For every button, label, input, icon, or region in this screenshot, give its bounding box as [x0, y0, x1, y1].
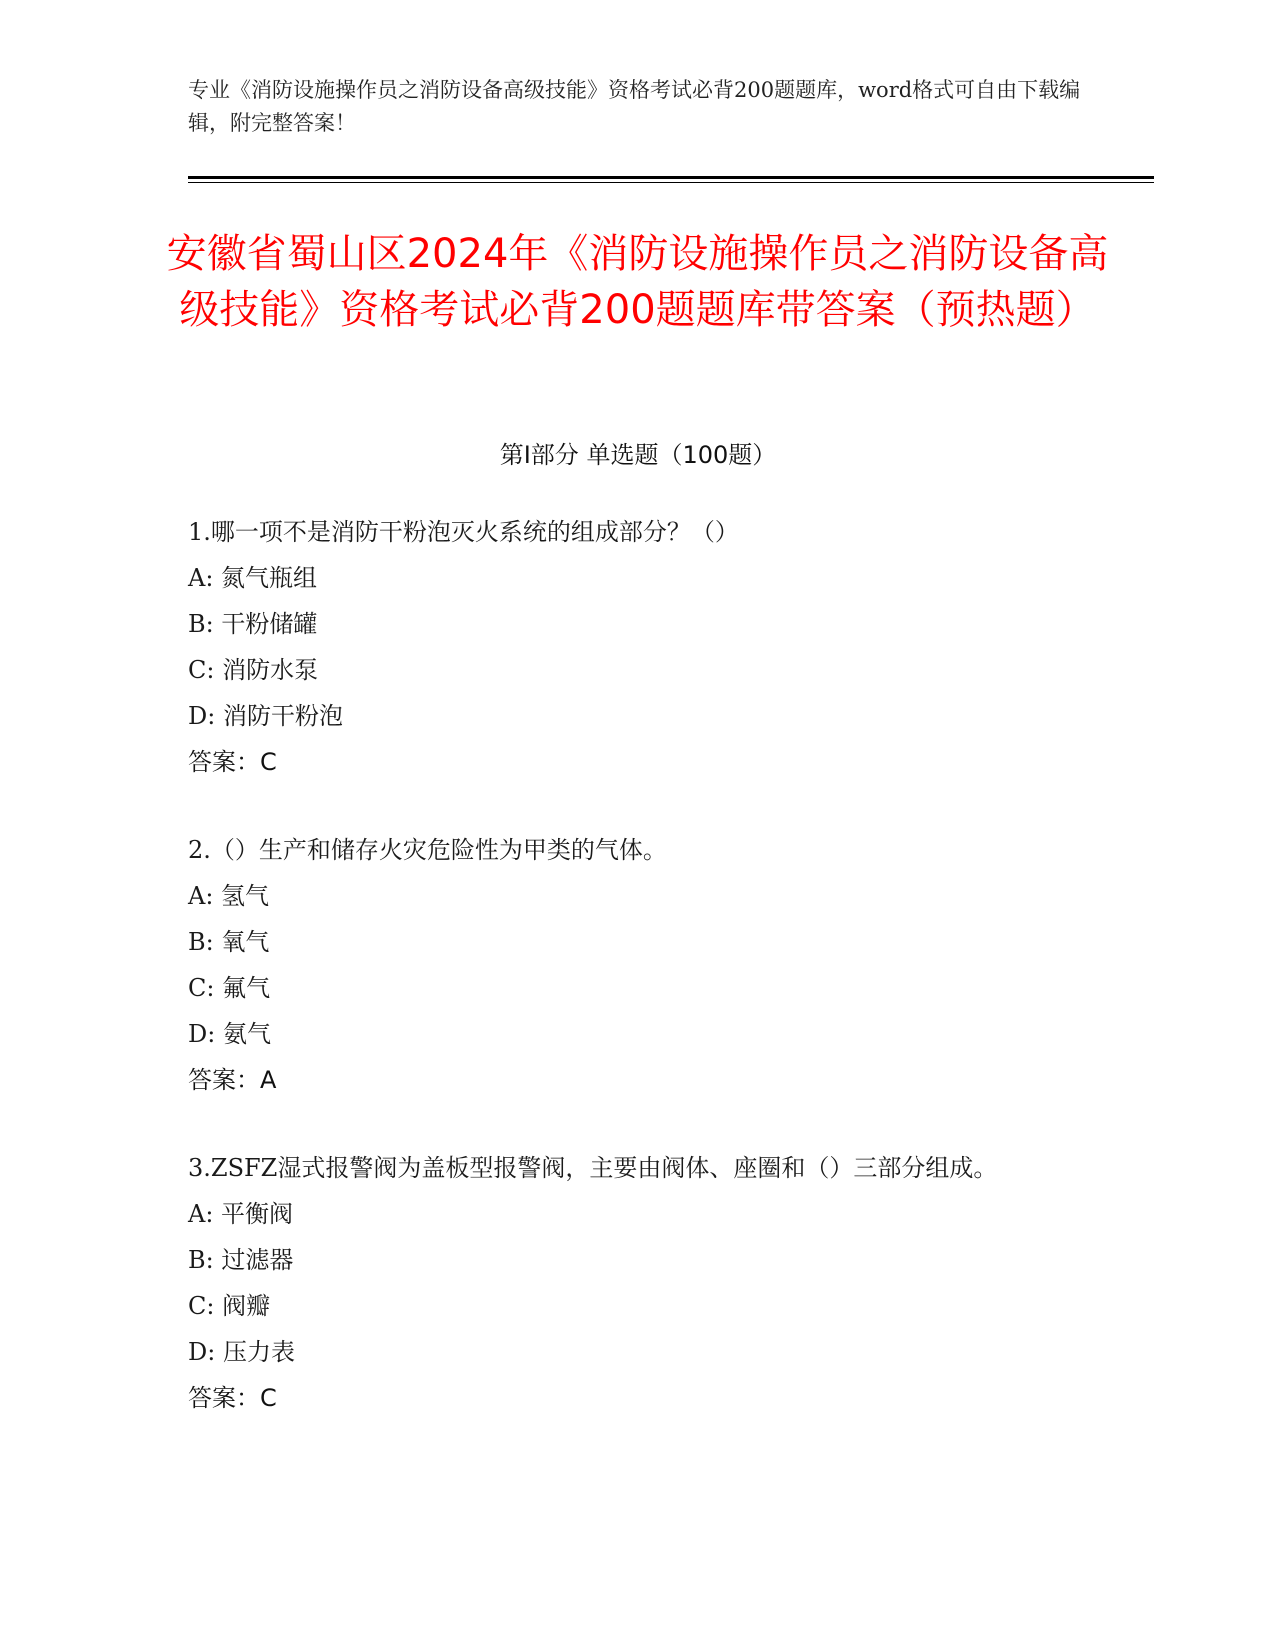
question-2 — [188, 827, 1088, 1103]
header-note: 专业《消防设施操作员之消防设备高级技能》资格考试必背200题题库，word格式可自由下载编辑，附完整答案！ — [188, 78, 1081, 135]
section-heading: 第I部分 单选题（100题） — [499, 441, 777, 469]
question-stem: 1.哪一项不是消防干粉泡灭火系统的组成部分？（） — [188, 518, 739, 546]
document-title: 安徽省蜀山区2024年《消防设施操作员之消防设备高级技能》资格考试必背200题题库带答案（预热题） — [166, 231, 1109, 333]
option-c: C: 氟气 — [188, 974, 271, 1002]
question-3 — [188, 1145, 1088, 1421]
option-b: B: 过滤器 — [188, 1246, 294, 1274]
question-1 — [188, 509, 1088, 785]
option-d: D: 消防干粉泡 — [188, 702, 343, 730]
option-c: C: 消防水泵 — [188, 656, 319, 684]
option-a: A: 氮气瓶组 — [188, 564, 318, 592]
answer: 答案：A — [188, 1066, 277, 1094]
option-c: C: 阀瓣 — [188, 1292, 271, 1320]
answer: 答案：C — [188, 748, 277, 776]
option-d: D: 压力表 — [188, 1338, 295, 1366]
header-divider-thick — [188, 176, 1154, 179]
header-divider-thin — [188, 182, 1154, 183]
option-a: A: 平衡阀 — [188, 1200, 294, 1228]
option-b: B: 干粉储罐 — [188, 610, 318, 638]
option-d: D: 氨气 — [188, 1020, 271, 1048]
option-a: A: 氢气 — [188, 882, 270, 910]
answer: 答案：C — [188, 1384, 277, 1412]
question-stem: 2.（）生产和储存火灾危险性为甲类的气体。 — [188, 836, 667, 864]
question-stem: 3.ZSFZ湿式报警阀为盖板型报警阀，主要由阀体、座圈和（）三部分组成。 — [188, 1154, 998, 1182]
option-b: B: 氧气 — [188, 928, 270, 956]
